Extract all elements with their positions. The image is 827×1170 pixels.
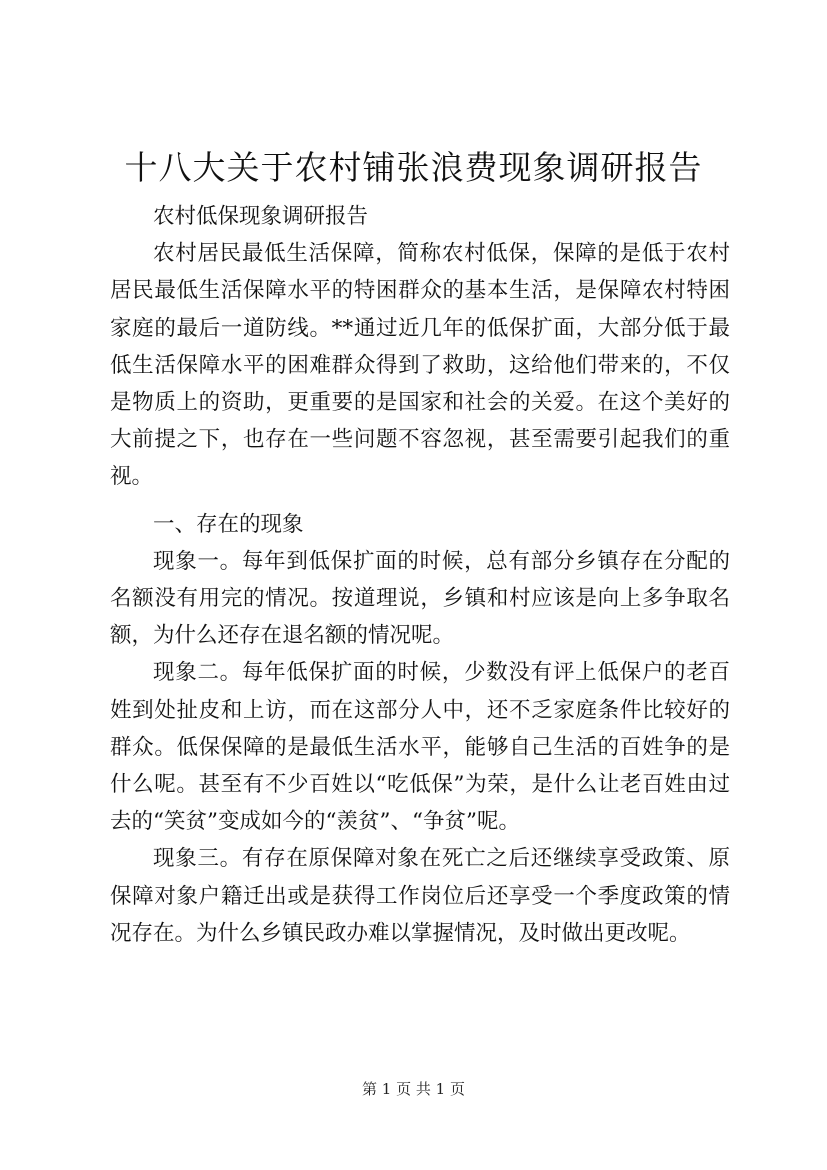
document-title: 十八大关于农村铺张浪费现象调研报告 <box>124 148 703 187</box>
phenomenon-two-paragraph: 现象二。每年低保扩面的时候，少数没有评上低保户的老百姓到处扯皮和上访，而在这部分人中，还不乏家庭条件比较好的群众。低保保障的是最低生活水平，能够自己生活的百姓争的是什么呢。甚至有不少百姓以“吃低保”为荣，是什么让老百姓由过去的“笑贫”变成如今的“羡贫”、“争贫”呢。 <box>110 660 730 835</box>
section-heading: 一、存在的现象 <box>153 511 304 537</box>
phenomenon-one-paragraph: 现象一。每年到低保扩面的时候，总有部分乡镇存在分配的名额没有用完的情况。按道理说，乡镇和村应该是向上多争取名额，为什么还存在退名额的情况呢。 <box>110 548 730 649</box>
intro-paragraph: 农村居民最低生活保障，简称农村低保，保障的是低于农村居民最低生活保障水平的特困群众的基本生活，是保障农村特困家庭的最后一道防线。**通过近几年的低保扩面，大部分低于最低生活保障水平的困难群众得到了救助，这给他们带来的，不仅是物质上的资助，更重要的是国家和社会的关爱。在这个美好的大前提之下，也存在一些问题不容忽视，甚至需要引起我们的重视。 <box>110 241 730 490</box>
phenomenon-three-paragraph: 现象三。有存在原保障对象在死亡之后还继续享受政策、原保障对象户籍迁出或是获得工作岗位后还享受一个季度政策的情况存在。为什么乡镇民政办难以掌握情况，及时做出更改呢。 <box>110 846 730 946</box>
subtitle-paragraph: 农村低保现象调研报告 <box>153 204 369 229</box>
document-body <box>110 198 730 952</box>
page-footer: 第 1 页 共 1 页 <box>362 1080 465 1098</box>
